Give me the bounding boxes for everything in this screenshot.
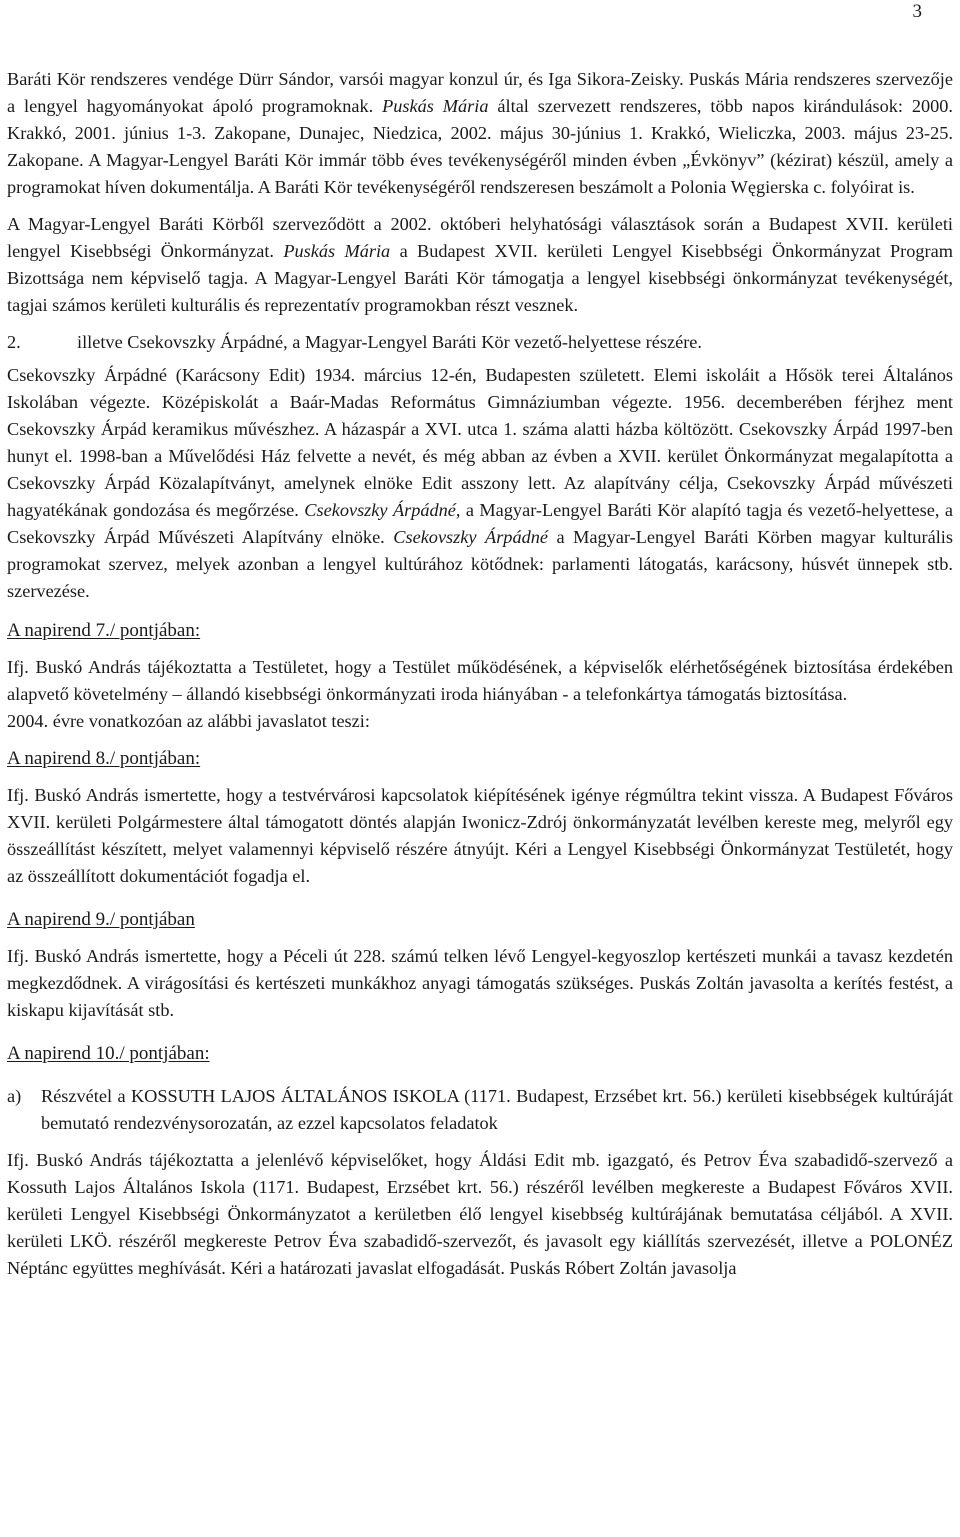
heading-agenda-9: A napirend 9./ pontjában xyxy=(7,909,195,930)
paragraph-agenda-9: Ifj. Buskó András ismertette, hogy a Péceli út 228. számú telken lévő Lengyel-kegyoszlop kertészeti munkái a tavasz kezdetén megkezdődnek. A virágosítási és kertészeti munkákhoz anyagi támogatás szükséges. Puskás Zoltán javasolta a kerítés festést, a kiskapu kijavítását stb. xyxy=(7,946,953,1020)
heading-agenda-10: A napirend 10./ pontjában: xyxy=(7,1043,210,1064)
paragraph-agenda-10: Ifj. Buskó András tájékoztatta a jelenlévő képviselőket, hogy Áldási Edit mb. igazgató, és Petrov Éva szabadidő-szervező a Kossuth Lajos Általános Iskola (1171. Budapest, Erzsébet krt. 56.) részéről levélben megkereste a Budapest Főváros XVII. kerületi Lengyel Kisebbségi Önkormányzatot a kerületben élő lengyel kisebbség kultúrájának bemutatása céljából. A XVII. kerületi LKÖ. részéről megkereste Petrov Éva szabadidő-szervezőt, és javasolt egy kiállítás szervezését, illetve a POLONÉZ Néptánc együttes meghívását. Kéri a határozati javaslat elfogadását. Puskás Róbert Zoltán javasolja xyxy=(7,1150,953,1278)
page-number: 3 xyxy=(912,1,922,22)
paragraph-agenda-8: Ifj. Buskó András ismertette, hogy a testvérvárosi kapcsolatok kiépítésének igénye régmúltra tekint vissza. A Budapest Főváros XVII. kerületi Polgármestere által támogatott döntés alapján Iwonicz-Zdrój önkormányzatát levélben kereste meg, melyről egy összeállítást készített, melyet valamennyi képviselő részére átnyújt. Kéri a Lengyel Kisebbségi Önkormányzat Testületét, hogy az összeállított dokumentációt fogadja el. xyxy=(7,785,953,886)
paragraph-polish-friendship-circle: Baráti Kör rendszeres vendége Dürr Sándor, varsói magyar konzul úr, és Iga Sikora-Zeisky. Puskás Mária rendszeres szervezője a lengyel hagyományokat ápoló programoknak. Puskás Mária által szervezett rendszeres, több napos kirándulások: 2000. Krakkó, 2001. június 1-3. Zakopane, Dunajec, Niedzica, 2002. május 30-június 1. Krakkó, Wieliczka, 2003. május 23-25. Zakopane. A Magyar-Lengyel Baráti Kör immár több éves tevékenységéről minden évben „Évkönyv” (kézirat) készül, amely a programokat híven dokumentálja. A Baráti Kör tevékenységéről rendszeresen beszámolt a Polonia Węgierska c. folyóirat is. xyxy=(7,69,953,197)
paragraph-agenda-7: Ifj. Buskó András tájékoztatta a Testületet, hogy a Testület működésének, a képviselők elérhetőségének biztosítása érdekében alapvető követelmény – állandó kisebbségi önkormányzati iroda hiányában - a telefonkártya támogatás biztosítása. xyxy=(7,657,953,704)
list-item-a: a) Részvétel a KOSSUTH LAJOS ÁLTALÁNOS ISKOLA (1171. Budapest, Erzsébet krt. 56.) kerületi kisebbségek kultúráját bemutató rendezvénysorozatán, az ezzel kapcsolatos feladatok xyxy=(7,1086,953,1133)
paragraph-biography: Csekovszky Árpádné (Karácsony Edit) 1934. március 12-én, Budapesten született. Elemi iskoláit a Hősök terei Általános Iskolában végezte. Középiskolát a Baár-Madas Református Gimnáziumban végezte. 1956. decemberében férjhez ment Csekovszky Árpád keramikus művészhez. A házaspár a XVI. utca 1. száma alatti házba költözött. Csekovszky Árpád 1997-ben hunyt el. 1998-ban a Művelődési Ház felvette a nevét, és még abban az évben a XVII. kerület Önkormányzat megalapította a Csekovszky Árpád Közalapítványt, amelynek elnöke Edit asszony lett. Az alapítvány célja, Csekovszky Árpád művészeti hagyatékának gondozása és megőrzése. Csekovszky Árpádné, a Magyar-Lengyel Baráti Kör alapító tagja és vezető-helyettese, a Csekovszky Árpád Művészeti Alapítvány elnöke. Csekovszky Árpádné a Magyar-Lengyel Baráti Körben magyar kulturális programokat szervez, melyek azonban a lengyel kultúrához kötődnek: parlamenti látogatás, karácsony, húsvét ünnepek stb. szervezése. xyxy=(7,365,953,601)
heading-agenda-7: A napirend 7./ pontjában: xyxy=(7,620,201,641)
numbered-item-2: 2. illetve Csekovszky Árpádné, a Magyar-Lengyel Baráti Kör vezető-helyettese részére. xyxy=(7,332,702,352)
document-body xyxy=(7,66,953,1282)
paragraph-minority-government: A Magyar-Lengyel Baráti Körből szerveződött a 2002. októberi helyhatósági választások során a Budapest XVII. kerületi lengyel Kisebbségi Önkormányzat. Puskás Mária a Budapest XVII. kerületi Lengyel Kisebbségi Önkormányzat Program Bizottsága nem képviselő tagja. A Magyar-Lengyel Baráti Kör támogatja a lengyel kisebbségi önkormányzat tevékenységét, tagjai számos kerületi kulturális és reprezentatív programokban részt vesznek. xyxy=(7,214,953,315)
heading-agenda-8: A napirend 8./ pontjában: xyxy=(7,748,201,769)
paragraph-agenda-7-proposal: 2004. évre vonatkozóan az alábbi javaslatot teszi: xyxy=(7,711,370,731)
